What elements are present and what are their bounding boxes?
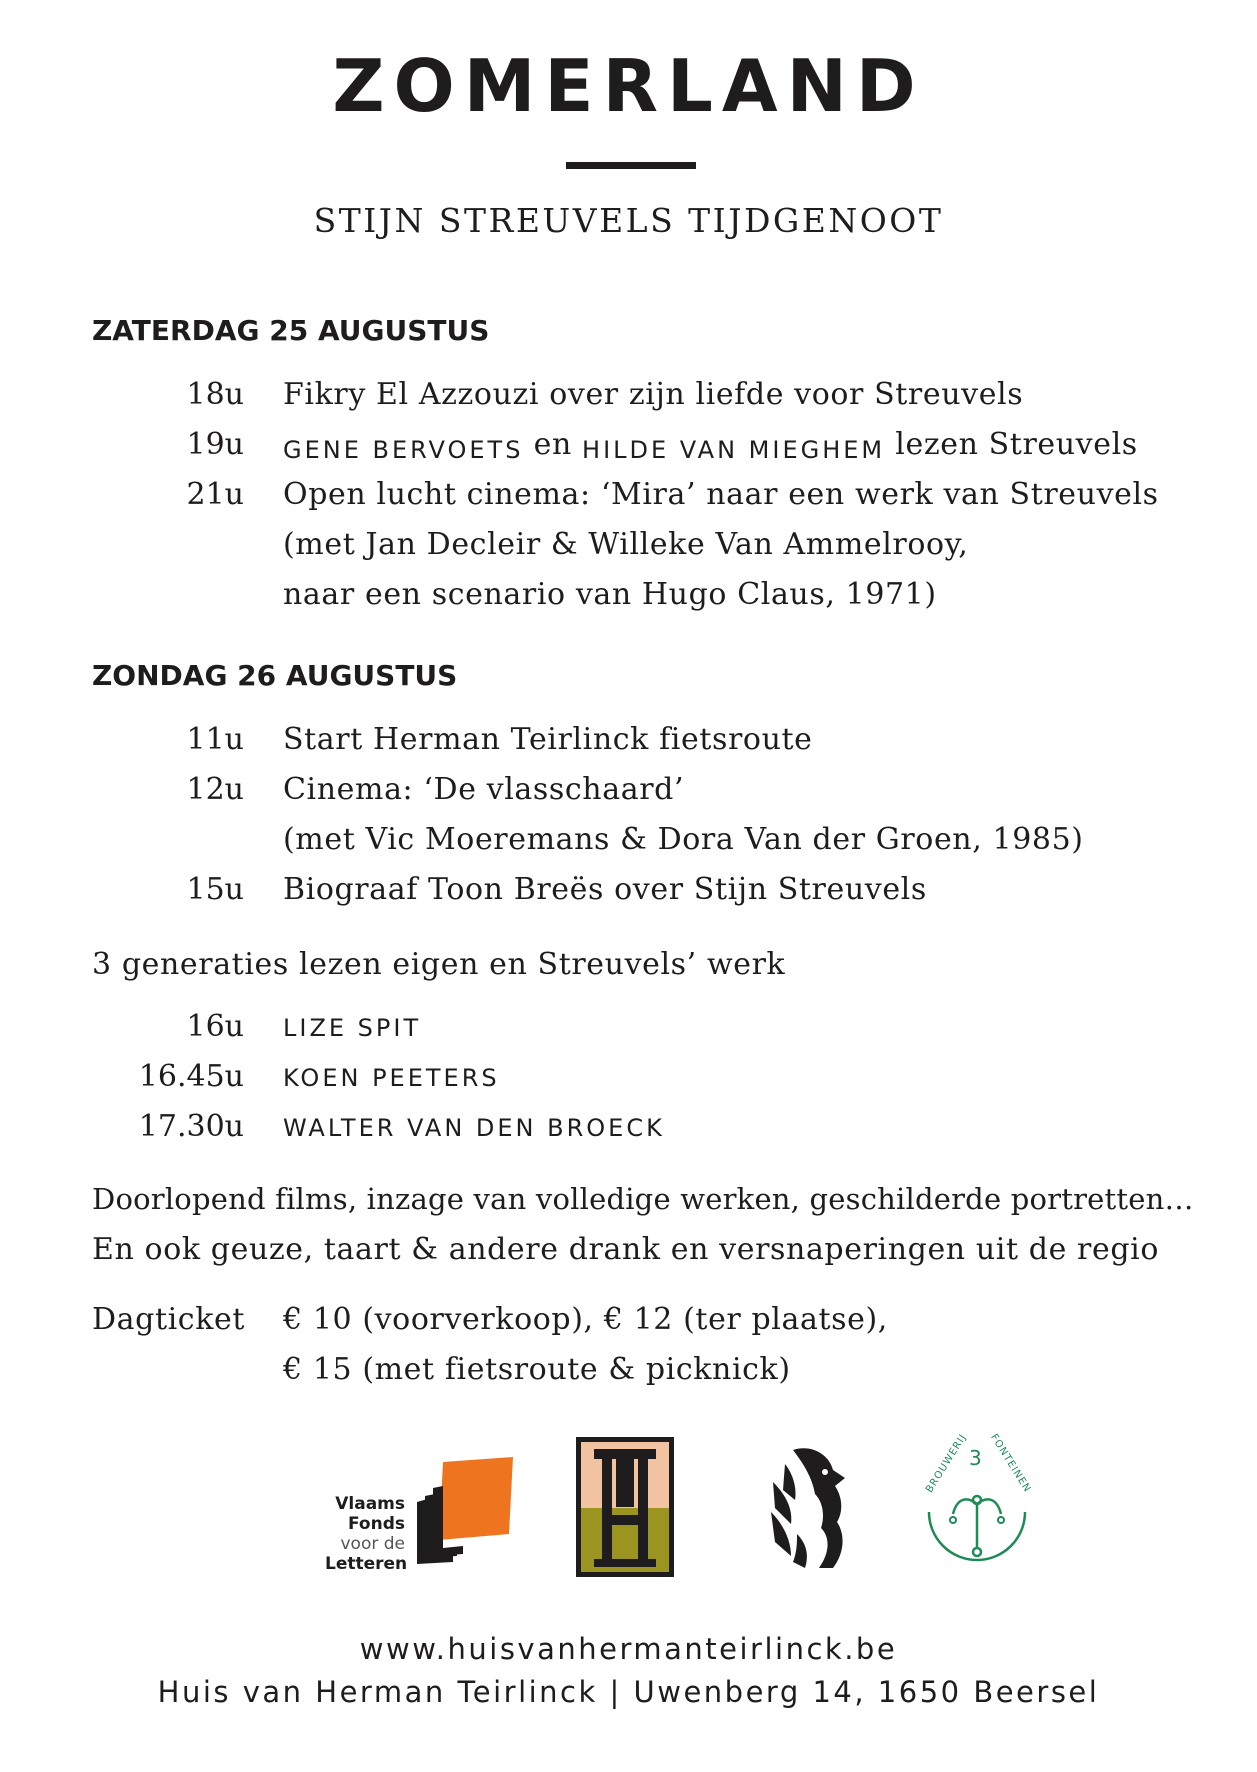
event-rest-text: lezen Streuvels [885,427,1138,462]
joiner-text: en [523,427,583,462]
saturday-heading: ZATERDAG 25 AUGUSTUS [92,314,490,347]
ticket-price-2 [0,1352,1257,1405]
saturday-event-3-line-2 [0,527,1257,580]
extras-line-2: En ook geuze, taart & andere drank en versnaperingen uit de regio [92,1232,1160,1267]
reading-time: 16u [186,1009,244,1044]
saturday-event-2 [0,427,1257,480]
saturday-event-3-line-3 [0,577,1257,630]
saturday-event-3 [0,477,1257,530]
vfl-line-2: Fonds [348,1514,405,1534]
reader-name: LIZE SPIT [283,1014,422,1042]
event-description-continued: (met Vic Moeremans & Dora Van der Groen, 1985) [283,822,1084,857]
event-time: 21u [186,477,244,512]
sponsor-logos [0,1432,1257,1582]
event-description: Start Herman Teirlinck fietsroute [283,722,813,757]
ht-monogram-logo [576,1437,674,1577]
generations-intro: 3 generaties lezen eigen en Streuvels’ werk [92,947,786,982]
books-icon [413,1452,523,1587]
event-time: 19u [186,427,244,462]
sunday-event-1 [0,722,1257,775]
saturday-event-1 [0,377,1257,430]
vfl-line-4: Letteren [325,1554,408,1574]
event-description-continued: (met Jan Decleir & Willeke Van Ammelrooy, [283,527,969,562]
event-time: 15u [186,872,244,907]
reading-time: 16.45u [138,1059,244,1094]
event-description: Cinema: ‘De vlasschaard’ [283,772,685,807]
event-description: Open lucht cinema: ‘Mira’ naar een werk van Streuvels [283,477,1159,512]
reader-names: GENE BERVOETS [283,436,524,464]
vfl-books-logo [325,1452,515,1587]
brewery-name-left: BROUWERIJ [924,1432,969,1495]
reader-names: HILDE VAN MIEGHEM [582,436,886,464]
brewery-number: 3 [969,1446,982,1470]
sunday-event-2 [0,772,1257,825]
event-time: 12u [186,772,244,807]
brewery-name-right: FONTEINEN [988,1432,1033,1495]
event-title: ZOMERLAND [332,44,925,128]
reading-time: 17.30u [138,1109,244,1144]
reader-name: WALTER VAN DEN BROECK [283,1114,665,1142]
sunday-event-2-line-2 [0,822,1257,875]
reader-name: KOEN PEETERS [283,1064,500,1092]
vfl-wordmark [325,1494,408,1574]
reading-3 [0,1109,1257,1162]
event-subtitle: STIJN STREUVELS TIJDGENOOT [313,201,944,240]
ticket-prices: € 15 (met fietsroute & picknick) [283,1352,791,1387]
extras-line-1: Doorlopend films, inzage van volledige werken, geschilderde portretten… [92,1182,1194,1216]
vfl-line-1: Vlaams [335,1494,405,1514]
title-divider [566,162,696,169]
venue-address: Huis van Herman Teirlinck | Uwenberg 14, 1650 Beersel [157,1675,1100,1709]
vfl-line-3: voor de [340,1534,405,1554]
ticket-prices: € 10 (voorverkoop), € 12 (ter plaatse), [283,1302,888,1337]
reading-1 [0,1009,1257,1062]
event-time: 11u [186,722,244,757]
event-description [283,427,1138,464]
event-description-continued: naar een scenario van Hugo Claus, 1971) [283,577,937,612]
flemish-lion-logo [763,1442,848,1572]
event-description: Fikry El Azzouzi over zijn liefde voor Streuvels [283,377,1024,412]
ticket-label: Dagticket [92,1302,245,1337]
reading-2 [0,1059,1257,1112]
brewery-logo [917,1432,1037,1572]
sunday-event-3 [0,872,1257,925]
event-time: 18u [186,377,244,412]
event-description: Biograaf Toon Breës over Stijn Streuvels [283,872,927,907]
sunday-heading: ZONDAG 26 AUGUSTUS [92,659,458,692]
website-link[interactable]: www.huisvanhermanteirlinck.be [359,1632,898,1666]
ticket-price-1 [0,1302,1257,1355]
